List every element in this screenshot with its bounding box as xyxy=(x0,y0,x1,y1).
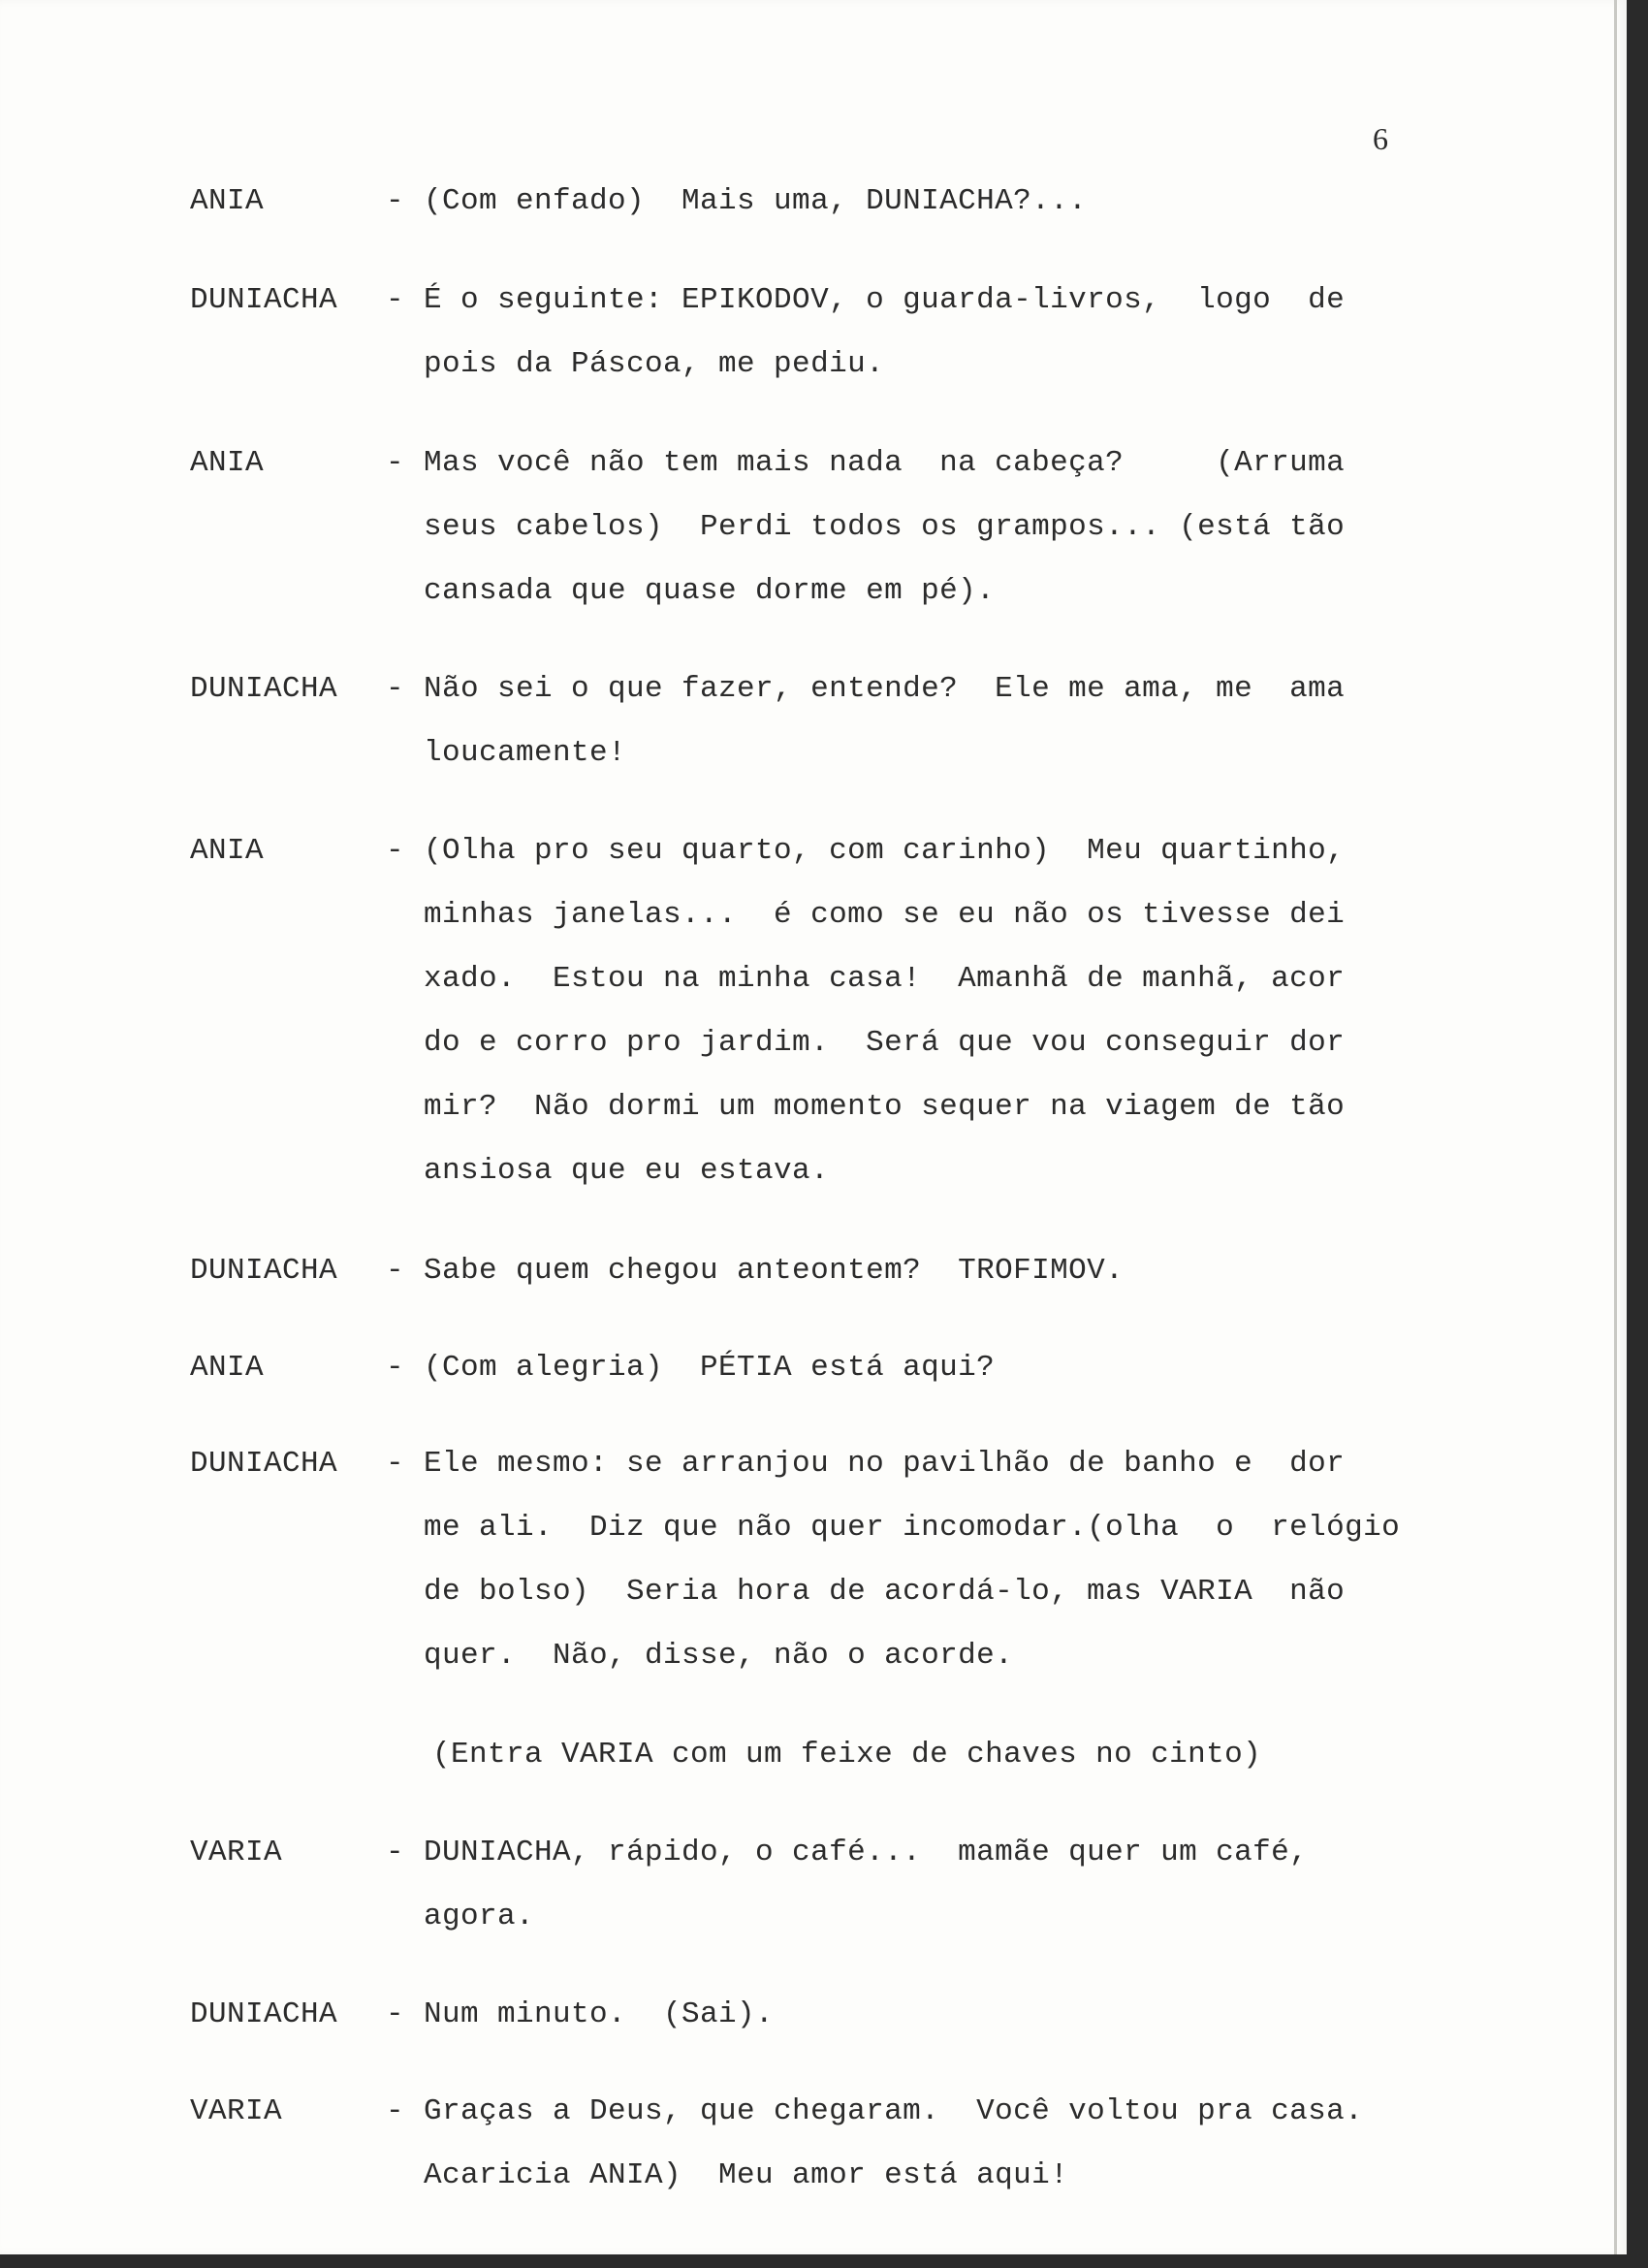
speaker-name: DUNIACHA xyxy=(190,672,338,706)
dialogue-line: cansada que quase dorme em pé). xyxy=(424,574,996,608)
dialogue-dash: - xyxy=(386,834,405,868)
dialogue-dash: - xyxy=(386,1997,405,2031)
dialogue-dash: - xyxy=(386,446,405,480)
speaker-name: DUNIACHA xyxy=(190,1254,338,1288)
dialogue-dash: - xyxy=(386,1254,405,1288)
dialogue-line: É o seguinte: EPIKODOV, o guarda-livros, logo de xyxy=(424,283,1346,317)
dialogue-line: (Olha pro seu quarto, com carinho) Meu quartinho, xyxy=(424,834,1346,868)
stage-direction: (Entra VARIA com um feixe de chaves no cinto) xyxy=(432,1738,1262,1772)
speaker-name: DUNIACHA xyxy=(190,283,338,317)
speaker-name: ANIA xyxy=(190,1351,265,1385)
dialogue-line: Sabe quem chegou anteontem? TROFIMOV. xyxy=(424,1254,1125,1288)
page-number: 6 xyxy=(1373,121,1388,156)
dialogue-line: (Com enfado) Mais uma, DUNIACHA?... xyxy=(424,184,1088,218)
speaker-name: ANIA xyxy=(190,446,265,480)
dialogue-dash: - xyxy=(386,1351,405,1385)
dialogue-line: seus cabelos) Perdi todos os grampos... (está tão xyxy=(424,510,1346,544)
page-edge xyxy=(1614,0,1617,2254)
dialogue-line: pois da Páscoa, me pediu. xyxy=(424,347,885,381)
dialogue-dash: - xyxy=(386,672,405,706)
dialogue-dash: - xyxy=(386,184,405,218)
speaker-name: DUNIACHA xyxy=(190,1447,338,1481)
dialogue-line: DUNIACHA, rápido, o café... mamãe quer um café, xyxy=(424,1836,1309,1869)
speaker-name: ANIA xyxy=(190,834,265,868)
speaker-name: DUNIACHA xyxy=(190,1997,338,2031)
dialogue-line: (Com alegria) PÉTIA está aqui? xyxy=(424,1351,996,1385)
dialogue-line: quer. Não, disse, não o acorde. xyxy=(424,1639,1014,1673)
dialogue-dash: - xyxy=(386,1447,405,1481)
dialogue-line: Acaricia ANIA) Meu amor está aqui! xyxy=(424,2158,1069,2192)
speaker-name: ANIA xyxy=(190,184,265,218)
dialogue-line: Não sei o que fazer, entende? Ele me ama, me ama xyxy=(424,672,1346,706)
dialogue-dash: - xyxy=(386,2094,405,2128)
dialogue-line: do e corro pro jardim. Será que vou conseguir dor xyxy=(424,1026,1346,1060)
dialogue-line: loucamente! xyxy=(424,736,627,770)
dialogue-line: mir? Não dormi um momento sequer na viagem de tão xyxy=(424,1090,1346,1124)
dialogue-line: de bolso) Seria hora de acordá-lo, mas VARIA não xyxy=(424,1575,1346,1609)
dialogue-line: minhas janelas... é como se eu não os tivesse dei xyxy=(424,898,1346,932)
speaker-name: VARIA xyxy=(190,1836,283,1869)
dialogue-line: agora. xyxy=(424,1900,535,1933)
dialogue-line: xado. Estou na minha casa! Amanhã de manhã, acor xyxy=(424,962,1346,996)
dialogue-line: Num minuto. (Sai). xyxy=(424,1997,775,2031)
dialogue-line: Mas você não tem mais nada na cabeça? (Arruma xyxy=(424,446,1346,480)
speaker-name: VARIA xyxy=(190,2094,283,2128)
dialogue-line: Graças a Deus, que chegaram. Você voltou pra casa. xyxy=(424,2094,1364,2128)
dialogue-dash: - xyxy=(386,283,405,317)
dialogue-line: me ali. Diz que não quer incomodar.(olha o relógio xyxy=(424,1511,1401,1545)
dialogue-line: Ele mesmo: se arranjou no pavilhão de banho e dor xyxy=(424,1447,1346,1481)
dialogue-line: ansiosa que eu estava. xyxy=(424,1154,830,1188)
dialogue-dash: - xyxy=(386,1836,405,1869)
